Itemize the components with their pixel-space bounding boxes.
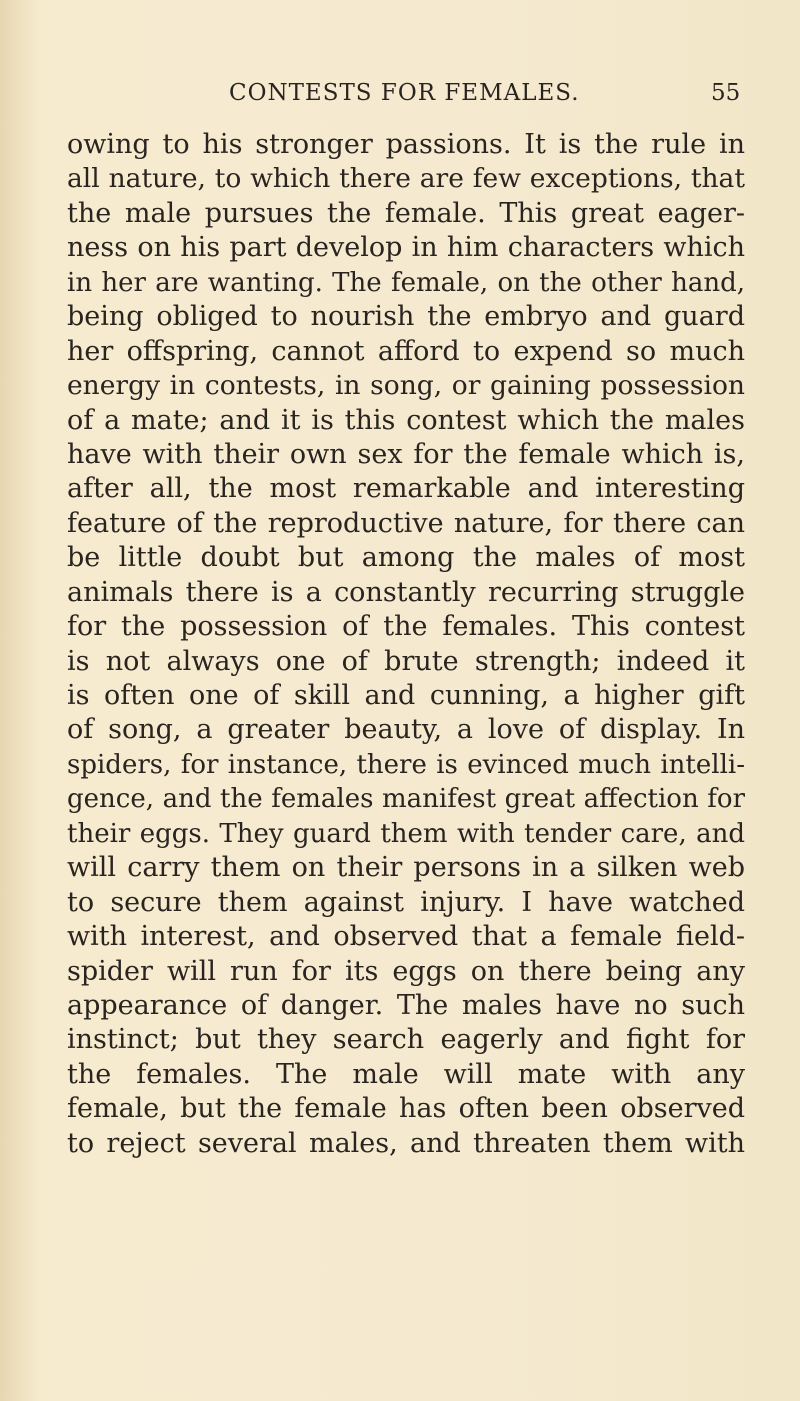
- text-line: with interest, and observed that a female field-: [67, 921, 745, 953]
- text-line: the male pursues the female. This great eager-: [67, 197, 745, 229]
- text-line: all nature, to which there are few exceptions, that: [67, 163, 745, 195]
- page-edge-shadow: [0, 0, 40, 1401]
- text-line: of song, a greater beauty, a love of display. In: [67, 714, 745, 746]
- text-line: the females. The male will mate with any: [67, 1058, 745, 1090]
- text-line: instinct; but they search eagerly and fight for: [67, 1024, 745, 1056]
- text-line: is often one of skill and cunning, a higher gift: [67, 680, 745, 711]
- text-line: her offspring, cannot afford to expend so much: [67, 335, 745, 367]
- text-line: gence, and the females manifest great affection for: [67, 784, 745, 815]
- text-line: spider will run for its eggs on there being any: [67, 955, 745, 987]
- text-line: being obliged to nourish the embryo and guard: [67, 301, 745, 333]
- text-line: spiders, for instance, there is evinced much intelli-: [67, 749, 745, 780]
- text-line: after all, the most remarkable and interesting: [67, 473, 745, 505]
- text-line: for the possession of the females. This contest: [67, 611, 745, 643]
- text-line: female, but the female has often been observed: [67, 1093, 745, 1125]
- text-line: in her are wanting. The female, on the other hand,: [67, 267, 745, 298]
- text-line: ness on his part develop in him characters which: [67, 232, 745, 264]
- text-line: will carry them on their persons in a silken web: [67, 852, 745, 884]
- text-line: their eggs. They guard them with tender care, and: [67, 818, 745, 849]
- text-line: to secure them against injury. I have watched: [67, 886, 745, 918]
- running-title: CONTESTS FOR FEMALES.: [229, 80, 580, 106]
- page-header: [0, 80, 800, 112]
- text-line: energy in contests, in song, or gaining possession: [67, 370, 745, 402]
- text-line: of a mate; and it is this contest which the males: [67, 404, 745, 436]
- text-line: appearance of danger. The males have no such: [67, 989, 745, 1021]
- text-line: feature of the reproductive nature, for there can: [67, 507, 745, 539]
- text-line: be little doubt but among the males of most: [67, 542, 745, 574]
- text-line: owing to his stronger passions. It is the rule in: [67, 129, 745, 160]
- text-line: have with their own sex for the female which is,: [67, 438, 745, 470]
- page-number: 55: [711, 80, 741, 106]
- text-line: to reject several males, and threaten them with: [67, 1127, 745, 1159]
- body-text: [67, 128, 745, 1161]
- text-line: animals there is a constantly recurring struggle: [67, 576, 745, 608]
- text-line: is not always one of brute strength; indeed it: [67, 645, 745, 677]
